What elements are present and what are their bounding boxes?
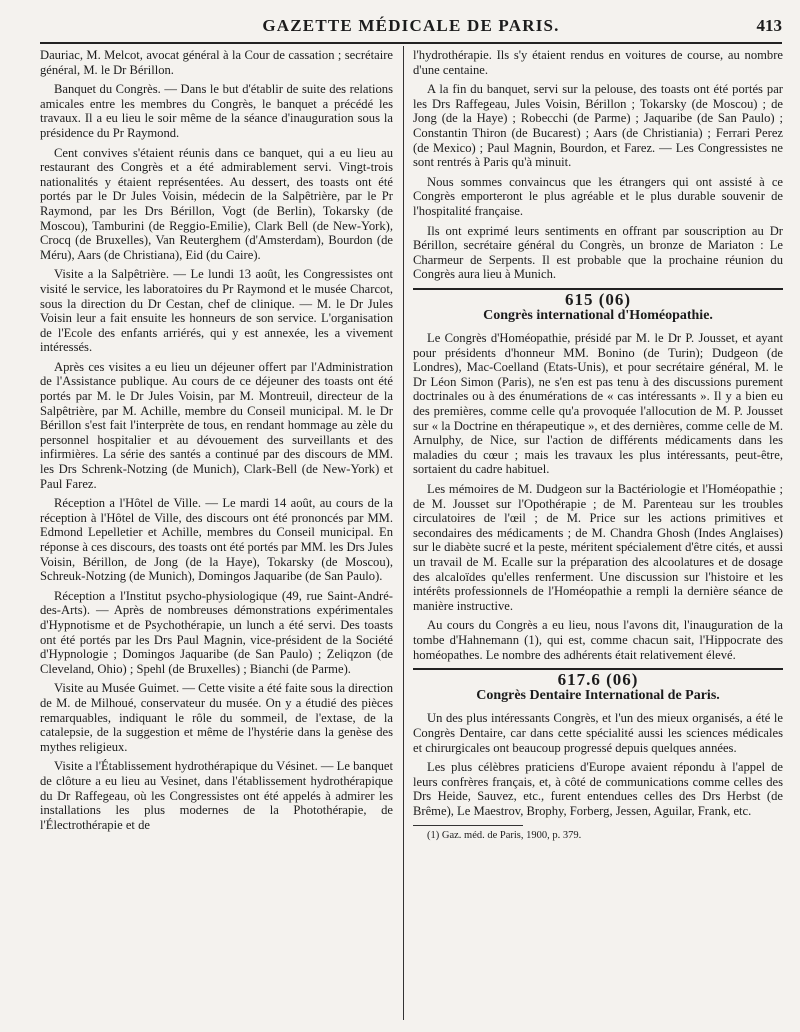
paragraph-salpetriere: Visite a la Salpêtrière. — Le lundi 13 août, les Congressistes ont visité le service, les laboratoires du Pr Raymond et le musée Charcot, sous la direction du Dr Cestan, chef de clinique. — M. le Dr Jules Voisin leur a fait ensuite les honneurs de son service. L'organisation de l'Ecole des enfants arriérés, qui y est annexée, les a vivement intéressés. <box>40 267 393 355</box>
page-header <box>40 16 782 44</box>
paragraph: Au cours du Congrès a eu lieu, nous l'avons dit, l'inauguration de la tombe d'Hahnemann (1), qui est, comme chacun sait, l'Hippocrate des homéopathes. Le nombre des adhérents était relativement élevé. <box>413 618 783 662</box>
section-number: 617.6 (06) <box>413 668 783 688</box>
paragraph: Les mémoires de M. Dudgeon sur la Bactériologie et l'Homéopathie ; de M. Jousset sur l'Opothérapie ; de M. Parenteau sur les troubles circulatoires de l'œil ; de M. Price sur les actions primitives et secondaires des médicaments ; de M. Chandra Ghosh (Indes Anglaises) sur le diabète sucré et la peste, méritent spécialement d'être cités, et aussi un travail de M. Ecalle sur la préparation des alcoolatures et de dosage des alcaloïdes qu'elles renferment. Une discussion sur l'histoire et les intérêts professionnels de l'Homéopathie a rempli la dernière séance de manière instructive. <box>413 482 783 613</box>
paragraph: Dauriac, M. Melcot, avocat général à la Cour de cassation ; secrétaire général, M. le Dr Bérillon. <box>40 48 393 77</box>
paragraph-institut: Réception a l'Institut psycho-physiologique (49, rue Saint-André-des-Arts). — Après de nombreuses démonstrations expérimentales d'Hypnotisme et de Psychothérapie, un lunch a été servi. Des toasts ont été portés par les Drs Paul Magnin, vice-président de la Société d'Hypnologie ; Domingos Jaquaribe (de San Paulo) ; Zeliqzon (de Cleveland, Ohio) ; Spehl (de Bruxelles) ; Bianchi (de Parme). <box>40 588 393 676</box>
right-column <box>413 48 783 848</box>
paragraph: Nous sommes convaincus que les étrangers qui ont assisté à ce Congrès emporteront le plus agréable et le plus durable souvenir de l'hospitalité française. <box>413 174 783 218</box>
footnote: (1) Gaz. méd. de Paris, 1900, p. 379. <box>427 829 582 841</box>
paragraph: A la fin du banquet, servi sur la pelouse, des toasts ont été portés par les Drs Raffegeau, Jules Voisin, Bérillon ; Tokarsky (de Moscou) ; de Jong (de la Haye) ; Robecchi (de Parme) ; Jaquaribe (de San Paulo) ; Constantin Thiron (de Bucarest) ; Aars (de Christiania) ; Ferrari Perez (de Mexico) ; Paul Magnin, Bourdon, et Farez. — Les Congressistes ne sont rentrés à Paris qu'à minuit. <box>413 82 783 170</box>
footnote-rule <box>413 825 523 826</box>
paragraph: l'hydrothérapie. Ils s'y étaient rendus en voitures de course, au nombre d'une centaine. <box>413 48 783 77</box>
section-title: Congrès Dentaire International de Paris. <box>476 687 720 703</box>
paragraph: Après ces visites a eu lieu un déjeuner offert par l'Administration de l'Assistance publique. Au cours de ce déjeuner des toasts ont été portés par M. le Dr Jules Voisin, par M. Montreuil, directeur de la Salpêtrière, par M. Achille, membre du Conseil municipal. M. le Dr Bérillon s'est fait l'interprète de tous, en rendant hommage au zèle du personnel hospitalier et au dévouement des surveillants et des infirmières. La série des santés a continué par des discours de MM. les Drs Schrenk-Notzing (de Munich), Clark-Bell (de New-York) et Paul Farez. <box>40 359 393 491</box>
paragraph-banquet: Banquet du Congrès. — Dans le but d'établir de suite des relations amicales entre les membres du Congrès, le banquet a précédé les travaux. Il a eu lieu le soir même de la séance d'inauguration sous la présidence du Pr Raymond. <box>40 82 393 140</box>
paragraph-vesinet: Visite a l'Établissement hydrothérapique du Vésinet. — Le banquet de clôture a eu lieu au Vesinet, dans l'établissement hydrothérapique du Dr Raffegeau, où les Congressistes ont été appelés à admirer les installations les plus modernes de la Photothérapie, de l'Électrothérapie et de <box>40 759 393 832</box>
journal-title: GAZETTE MÉDICALE DE PARIS. <box>262 16 560 35</box>
section-title: Congrès international d'Homéopathie. <box>483 307 713 323</box>
column-divider <box>403 46 404 1020</box>
paragraph: Les plus célèbres praticiens d'Europe avaient répondu à l'appel de leurs confrères français, et, à côté de communications comme celles des Drs Heide, Sauvez, etc., furent entendues celles des Drs Herbst (de Brême), Le Maestrov, Brophy, Forberg, Jessen, Aguilar, Frank, etc. <box>413 760 783 818</box>
paragraph: Le Congrès d'Homéopathie, présidé par M. le Dr P. Jousset, et ayant pour présidents d'honneur MM. Bonino (de Turin); Dudgeon (de Londres), Mac-Coelland (Etats-Unis), et pour secrétaire général, M. le Dr Léon Simon (Paris), ne s'en est pas tenu à des discussions purement doctrinales ou à des énumérations de « cas intéressants ». Il y a bien eu des premières, comme celle qu'a provoquée l'allocution de M. P. Jousset sur « la Doctrine en thérapeutique », et des dernières, comme celle de M. Arnulphy, de Nice, sur l'action de différents médicaments dans les maladies du cœur ; mais les travaux les plus intéressants, peut-être, sortaient du cadre habituel. <box>413 331 783 477</box>
paragraph: Cent convives s'étaient réunis dans ce banquet, qui a eu lieu au restaurant des Congrès et a été admirablement servi. Vingt-trois nationalités y étaient représentées. Au dessert, des toasts ont été portés par le Dr Jules Voisin, médecin de la Salpêtrière, par le Pr Raymond, par les Drs Bérillon, Vogt (de Berlin), Tokarsky (de Moscou), Tamburini (de Reggio-Emilie), Clark Bell (de New-York), Crocq (de Bruxelles), Van Reuterghem (d'Amsterdam), Bourdon (de Méru), Aars (de Christiana), Eid (du Caire). <box>40 145 393 262</box>
paragraph: Un des plus intéressants Congrès, et l'un des mieux organisés, a été le Congrès Dentaire, car dans cette spécialité aussi les sciences médicales et chirurgicales ont beaucoup progressé depuis quelques années. <box>413 711 783 755</box>
paragraph: Ils ont exprimé leurs sentiments en offrant par souscription au Dr Bérillon, secrétaire général du Congrès, un bronze de Mariaton : Le Charmeur de Serpents. Il est probable que la prochaine réunion du Congrès aura lieu à Munich. <box>413 223 783 282</box>
paragraph-hotel-de-ville: Réception a l'Hôtel de Ville. — Le mardi 14 août, au cours de la réception à l'Hôtel de Ville, des discours ont été prononcés par MM. Edmond Lepelletier et Achille, membres du Conseil municipal. En réponse à ces discours, des toasts ont été portés par MM. les Drs Jules Voisin, Bérillon, de Jong (de la Haye), Tokarsky (de Moscou), Schreuk-Notzing (de Munich), Domingos Jaquaribe (de San Paulo). <box>40 496 393 584</box>
section-number: 615 (06) <box>413 288 783 308</box>
left-column <box>40 48 393 837</box>
page-number: 413 <box>756 16 782 35</box>
paragraph-musee-guimet: Visite au Musée Guimet. — Cette visite a été faite sous la direction de M. de Milhoué, conservateur du musée. On y a étudié des pièces remarquables, indiquant le rôle du sommeil, de l'extase, de la catalepsie, de la suggestion et même de l'hystérie dans la genèse des mythes religieux. <box>40 681 393 754</box>
